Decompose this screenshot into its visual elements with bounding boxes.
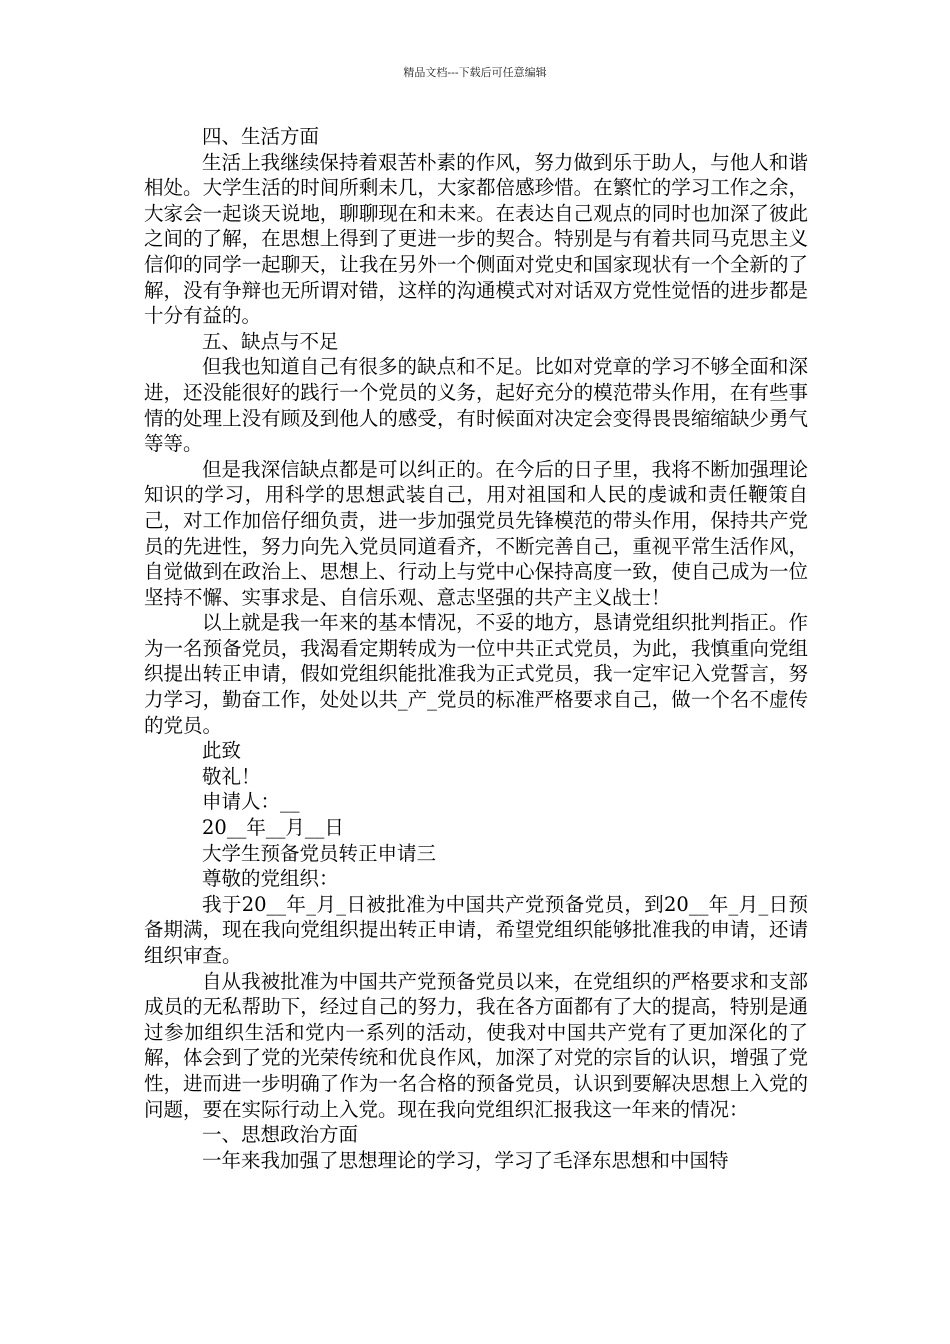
page-header: 精品文档---下载后可任意编辑 bbox=[403, 66, 547, 79]
paragraph-summary: 以上就是我一年来的基本情况，不妥的地方，恳请党组织批判指正。作为一名预备党员，我渴看定期转成为一位中共正式党员，为此，我慎重向党组织提出转正申请，假如党组织能批准我为正式党员，我一定牢记入党誓言，努力学习，勤奋工作，处处以共_产_党员的标准严格要求自己，做一个名不虚传的党员。 bbox=[144, 611, 808, 737]
applicant-line: 申请人：__ bbox=[202, 790, 300, 814]
document-body bbox=[144, 124, 808, 1173]
section-heading-life: 四、生活方面 bbox=[202, 125, 320, 148]
paragraph-progress: 自从我被批准为中国共产党预备党员以来，在党组织的严格要求和支部成员的无私帮助下，经过自己的努力，我在各方面都有了大的提高，特别是通过参加组织生活和党内一系列的活动，使我对中国共产党有了更加深化的了解，体会到了党的光荣传统和优良作风，加深了对党的宗旨的认识，增强了党性，进而进一步明确了作为一名合格的预备党员，认识到要解决思想上入党的问题，要在实际行动上入党。现在我向党组织汇报我这一年来的情况： bbox=[144, 969, 808, 1121]
document-title-three: 大学生预备党员转正申请三 bbox=[202, 841, 437, 865]
section-heading-politics: 一、思想政治方面 bbox=[202, 1123, 359, 1147]
closing-jingli: 敬礼！ bbox=[202, 764, 261, 788]
salutation: 尊敬的党组织： bbox=[202, 867, 339, 891]
paragraph-correction: 但是我深信缺点都是可以纠正的。在今后的日子里，我将不断加强理论知识的学习，用科学的思想武装自己，用对祖国和人民的虔诚和责任鞭策自己，对工作加倍仔细负责，进一步加强党员先锋模范的带头作用，保持共产党员的先进性，努力向先入党员同道看齐，不断完善自己，重视平常生活作风，自觉做到在政治上、思想上、行动上与党中心保持高度一致，使自己成为一位坚持不懈、实事求是、自信乐观、意志坚强的共产主义战士！ bbox=[144, 457, 808, 609]
paragraph-politics: 一年来我加强了思想理论的学习，学习了毛泽东思想和中国特 bbox=[202, 1148, 729, 1172]
paragraph-request: 我于20__年_月_日被批准为中国共产党预备党员，到20__年_月_日预备期满，现在我向党组织提出转正申请，希望党组织能够批准我的申请，还请组织审查。 bbox=[144, 892, 808, 967]
date-line: 20__年__月__日 bbox=[202, 816, 344, 840]
closing-cizhi: 此致 bbox=[202, 739, 242, 763]
paragraph-shortcomings: 但我也知道自己有很多的缺点和不足。比如对党章的学习不够全面和深进，还没能很好的践行一个党员的义务，起好充分的模范带头作用，在有些事情的处理上没有顾及到他人的感受，有时候面对决定会变得畏畏缩缩缺少勇气等等。 bbox=[144, 355, 808, 456]
section-heading-shortcomings: 五、缺点与不足 bbox=[202, 329, 339, 353]
paragraph-life: 生活上我继续保持着艰苦朴素的作风，努力做到乐于助人，与他人和谐相处。大学生活的时间所剩未几，大家都倍感珍惜。在繁忙的学习工作之余，大家会一起谈天说地，聊聊现在和未来。在表达自己观点的同时也加深了彼此之间的了解，在思想上得到了更进一步的契合。特别是与有着共同马克思主义信仰的同学一起聊天，让我在另外一个侧面对党史和国家现状有一个全新的了解，没有争辩也无所谓对错，这样的沟通模式对对话双方党性觉悟的进步都是十分有益的。 bbox=[144, 150, 808, 328]
